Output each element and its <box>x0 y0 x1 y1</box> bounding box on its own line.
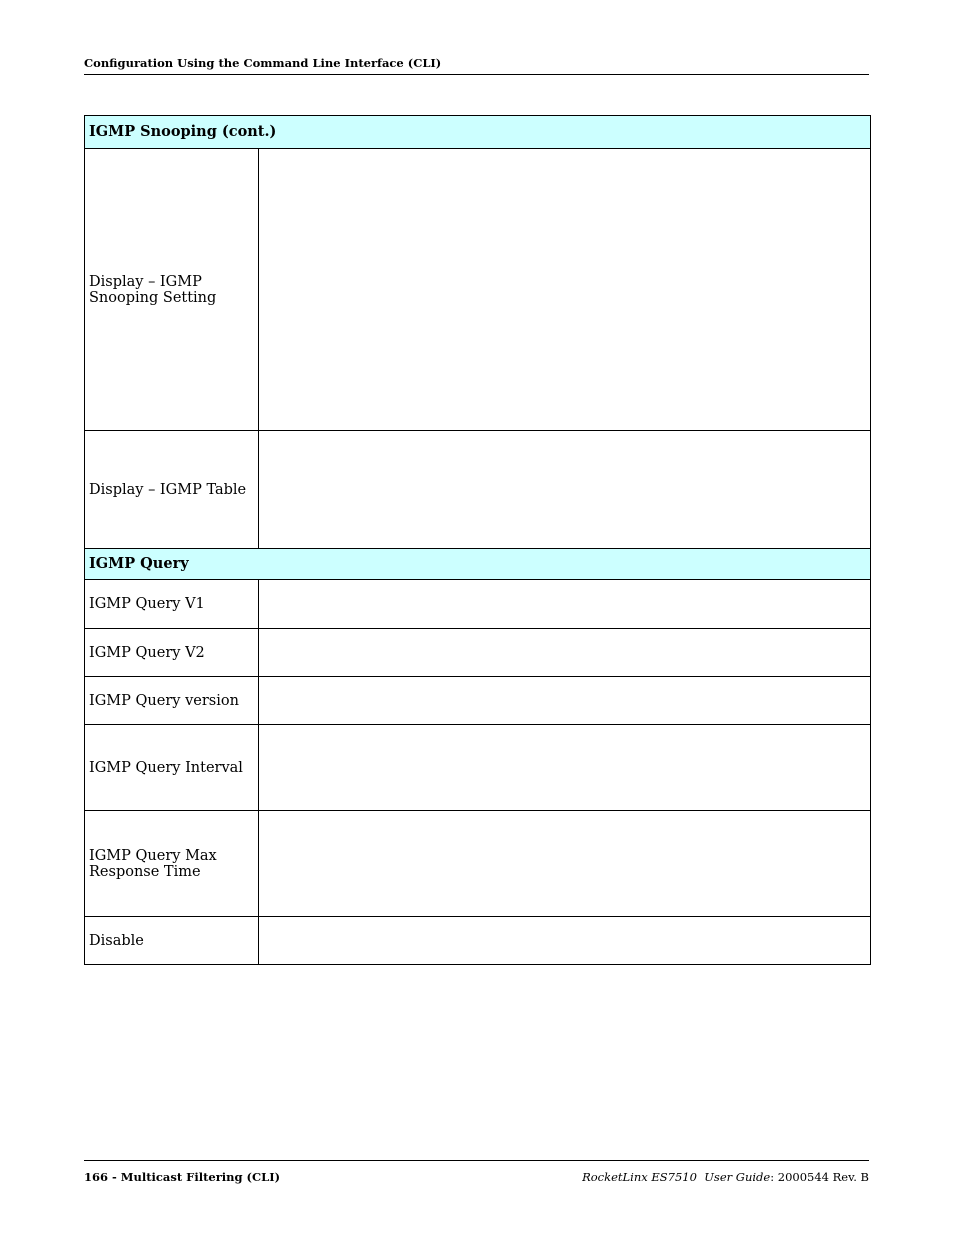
row-description <box>259 677 871 725</box>
table-row <box>85 917 871 965</box>
row-label-igmp-query-version: IGMP Query version <box>85 677 259 725</box>
footer-doc-number: : 2000544 Rev. B <box>770 1170 869 1184</box>
row-description <box>259 580 871 629</box>
section-header-row <box>85 549 871 580</box>
table-row <box>85 677 871 725</box>
footer-rule <box>84 1160 869 1161</box>
table-row <box>85 580 871 629</box>
row-label-disable: Disable <box>85 917 259 965</box>
running-header: Configuration Using the Command Line Interface (CLI) <box>84 56 869 75</box>
footer-doc-info <box>582 1170 869 1185</box>
row-description <box>259 149 871 431</box>
section-header-row <box>85 116 871 149</box>
row-label-igmp-query-interval: IGMP Query Interval <box>85 725 259 811</box>
footer-guide: User Guide <box>704 1170 771 1184</box>
row-label-igmp-query-v1: IGMP Query V1 <box>85 580 259 629</box>
footer-product: RocketLinx ES7510 <box>582 1170 697 1184</box>
row-description <box>259 431 871 549</box>
row-label-igmp-query-v2: IGMP Query V2 <box>85 629 259 677</box>
row-label-display-igmp-table: Display – IGMP Table <box>85 431 259 549</box>
row-label-display-igmp-snooping-setting: Display – IGMP Snooping Setting <box>85 149 259 431</box>
table-row <box>85 811 871 917</box>
row-description <box>259 725 871 811</box>
row-description <box>259 629 871 677</box>
footer-page-label: 166 - Multicast Filtering (CLI) <box>84 1170 281 1184</box>
section-title-igmp-snooping: IGMP Snooping (cont.) <box>85 116 871 149</box>
table-row <box>85 629 871 677</box>
table-row <box>85 431 871 549</box>
row-label-igmp-query-max-response-time: IGMP Query Max Response Time <box>85 811 259 917</box>
row-description <box>259 917 871 965</box>
cli-command-table <box>84 115 871 965</box>
section-title-igmp-query: IGMP Query <box>85 549 871 580</box>
table-row <box>85 725 871 811</box>
row-description <box>259 811 871 917</box>
table-row <box>85 149 871 431</box>
